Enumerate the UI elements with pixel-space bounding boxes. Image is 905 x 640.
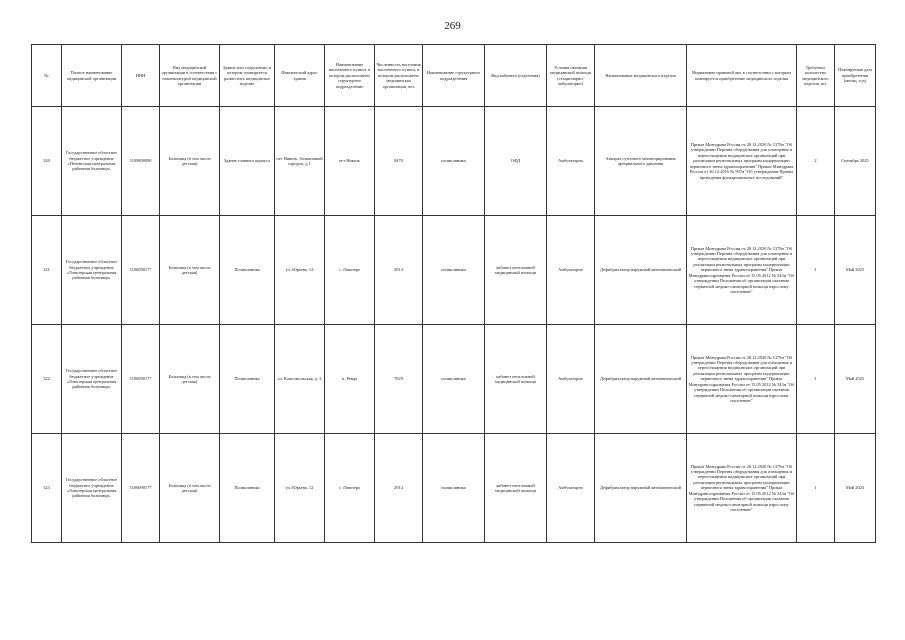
cell-organization: Государственное областное бюджетное учреждение «Ловозерская центральная районная больница»	[62, 434, 122, 543]
cell-organization: Государственное областное бюджетное учреждение «Печенгская центральная районная больница»	[62, 107, 122, 216]
cell-org-type: Больница (в том числе детская)	[160, 434, 220, 543]
column-header: Фактический адрес здания	[275, 45, 325, 107]
column-header: Условия оказания медицинской помощи (стационарно/амбулаторно)	[547, 45, 595, 107]
column-header: Планируемая дата приобретения (месяц, год)	[835, 45, 876, 107]
cell-legal-act: Приказ Минздрава России от 28.12.2020 № 1379н "Об утверждении Перечня оборудования для оснащения и переоснащения медицинских организаций при реализации региональных программ модернизации первичного звена здравоохранения" Приказ Минздрава России от 26.12.2016 № 997н "Об утверждении Правил проведения функциональных исследований"	[687, 107, 797, 216]
table-row	[32, 434, 876, 543]
cell-date: Май 2025	[835, 434, 876, 543]
cell-date: Сентябрь 2025	[835, 107, 876, 216]
column-header: Требуемое количество медицинского изделия, шт.	[797, 45, 835, 107]
cell-quantity: 1	[797, 434, 835, 543]
cell-cabinet: кабинет неотложной медицинской помощи	[485, 325, 547, 434]
cell-device: Дефибриллятор наружный автоматический	[595, 216, 687, 325]
cell-number: 321	[32, 216, 62, 325]
cell-settlement: п. Ревда	[325, 325, 375, 434]
cell-device: Дефибриллятор наружный автоматический	[595, 434, 687, 543]
equipment-table	[31, 44, 876, 543]
cell-settlement: с. Ловозеро	[325, 434, 375, 543]
cell-quantity: 2	[797, 107, 835, 216]
cell-settlement: пгт Никель	[325, 107, 375, 216]
column-header: ИНН	[122, 45, 160, 107]
cell-date: Май 2025	[835, 216, 876, 325]
cell-conditions: Амбулаторно	[547, 434, 595, 543]
table-row	[32, 325, 876, 434]
cell-address: ул. Юрьева, 12	[275, 434, 325, 543]
column-header: Наименование структурного подразделения	[423, 45, 485, 107]
cell-number: 322	[32, 325, 62, 434]
cell-population: 7829	[375, 325, 423, 434]
cell-subdivision: поликлиника	[423, 107, 485, 216]
column-header: Вид медицинской организации в соответствии с номенклатурой медицинской организации	[160, 45, 220, 107]
cell-conditions: Амбулаторно	[547, 216, 595, 325]
cell-building: Поликлиника	[220, 325, 275, 434]
cell-quantity: 1	[797, 325, 835, 434]
cell-population: 2914	[375, 216, 423, 325]
cell-conditions: Амбулаторно	[547, 107, 595, 216]
cell-conditions: Амбулаторно	[547, 325, 595, 434]
cell-device: Аппарат суточного мониторирования артериального давления	[595, 107, 687, 216]
cell-subdivision: поликлиника	[423, 325, 485, 434]
column-header: Нормативно-правовой акт, в соответствии с которым планируется приобретение медицинского изделия	[687, 45, 797, 107]
cell-inn: 5106090177	[122, 325, 160, 434]
cell-cabinet: кабинет неотложной медицинской помощи	[485, 434, 547, 543]
cell-cabinet: ОФД	[485, 107, 547, 216]
cell-building: Поликлиника	[220, 216, 275, 325]
column-header: №	[32, 45, 62, 107]
cell-inn: 5106090177	[122, 216, 160, 325]
column-header: Наименование медицинского изделия	[595, 45, 687, 107]
cell-number: 320	[32, 107, 62, 216]
cell-org-type: Больница (в том числе детская)	[160, 107, 220, 216]
cell-org-type: Больница (в том числе детская)	[160, 325, 220, 434]
cell-address: пгт Никель, больничный городок, д 1	[275, 107, 325, 216]
cell-cabinet: кабинет неотложной медицинской помощи	[485, 216, 547, 325]
cell-building: Поликлиника	[220, 434, 275, 543]
column-header: Наименование населенного пункта, в котором расположено структурное подразделение	[325, 45, 375, 107]
cell-building: Здание главного корпуса	[220, 107, 275, 216]
cell-population: 8470	[375, 107, 423, 216]
cell-organization: Государственное областное бюджетное учреждение «Ловозерская центральная районная больница»	[62, 216, 122, 325]
cell-population: 2914	[375, 434, 423, 543]
column-header: Здание или сооружение, в котором планируется разместить медицинское изделие	[220, 45, 275, 107]
cell-organization: Государственное областное бюджетное учреждение «Ловозерская центральная районная больница»	[62, 325, 122, 434]
table-row	[32, 107, 876, 216]
cell-device: Дефибриллятор наружный автоматический	[595, 325, 687, 434]
table-row	[32, 216, 876, 325]
cell-settlement: с. Ловозеро	[325, 216, 375, 325]
cell-quantity: 1	[797, 216, 835, 325]
cell-legal-act: Приказ Минздрава России от 28.12.2020 № 1379н "Об утверждении Перечня оборудования для оснащения и переоснащения медицинских организаций при реализации региональных программ модернизации первичного звена здравоохранения" Приказ Минздравсоцразвития России от 15.05.2012 № 543н "Об утверждении Положения об организации оказания первичной медико-санитарной помощи взрослому населению"	[687, 325, 797, 434]
cell-legal-act: Приказ Минздрава России от 28.12.2020 № 1379н "Об утверждении Перечня оборудования для оснащения и переоснащения медицинских организаций при реализации региональных программ модернизации первичного звена здравоохранения" Приказ Минздравсоцразвития России от 15.05.2012 № 543н "Об утверждении Положения об организации оказания первичной медико-санитарной помощи взрослому населению"	[687, 216, 797, 325]
column-header: Полное наименование медицинской организации	[62, 45, 122, 107]
cell-inn: 5106090177	[122, 434, 160, 543]
cell-address: ул. Комсомольская, д. 2	[275, 325, 325, 434]
cell-org-type: Больница (в том числе детская)	[160, 216, 220, 325]
cell-subdivision: поликлиника	[423, 434, 485, 543]
cell-legal-act: Приказ Минздрава России от 28.12.2020 № 1379н "Об утверждении Перечня оборудования для оснащения и переоснащения медицинских организаций при реализации региональных программ модернизации первичного звена здравоохранения" Приказ Минздравсоцразвития России от 15.05.2012 № 543н "Об утверждении Положения об организации оказания первичной медико-санитарной помощи взрослому населению"	[687, 434, 797, 543]
cell-address: ул. Юрьева, 12	[275, 216, 325, 325]
cell-inn: 5109800090	[122, 107, 160, 216]
column-header: Численность населения населенного пункта, в котором расположено медицинская организация, чел	[375, 45, 423, 107]
page-number: 269	[444, 20, 461, 32]
table-header-row	[32, 45, 876, 107]
cell-number: 323	[32, 434, 62, 543]
cell-date: Май 2025	[835, 325, 876, 434]
column-header: Вид кабинета (отделения)	[485, 45, 547, 107]
cell-subdivision: поликлиника	[423, 216, 485, 325]
